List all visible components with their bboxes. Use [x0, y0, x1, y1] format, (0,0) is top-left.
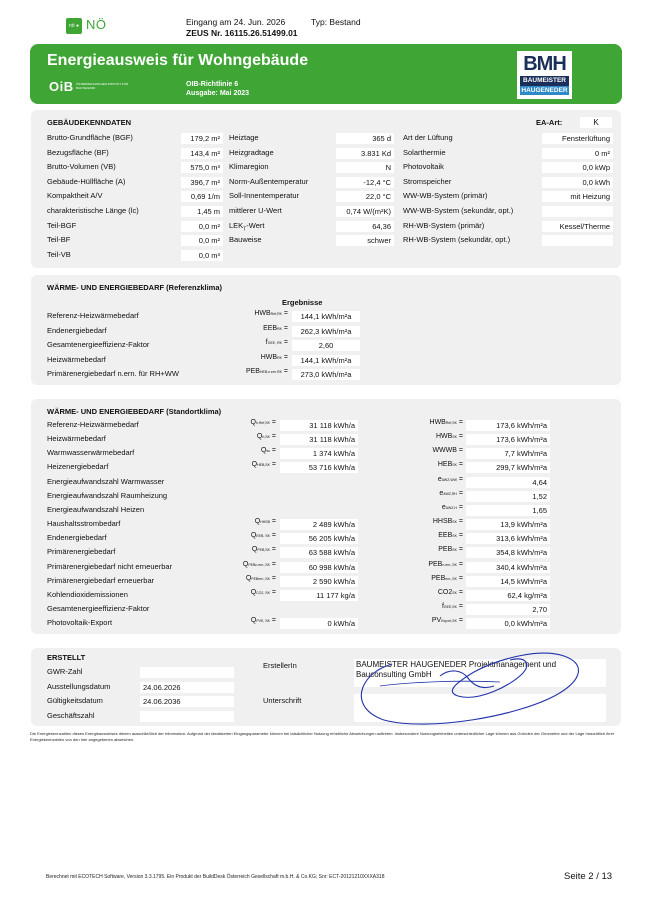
- std-row-value2: 1,65: [466, 505, 550, 516]
- std-row-symbol2: [395, 504, 463, 511]
- erstellt-row-value: [140, 667, 234, 678]
- std-row-label: Endenergiebedarf: [47, 533, 107, 543]
- ea-art-label: EA-Art:: [536, 118, 563, 127]
- geb-col2-label-text: mittlerer U-Wert: [229, 206, 282, 215]
- bmh-logo-line2: HAUGENEDER: [521, 87, 568, 94]
- disclaimer-text: Die Energiekennzahlen dieses Energieausweises dienen ausschließlich der Information. Aufgrund der idealisierten Eingangsparameter können bei tatsächlicher Nutzung erhebliche Abweichungen auftreten. Insbesondere Nutzungseinheiten unterschiedlicher Lage können aus Gründen der Geometrie und der Lage hinsichtlich ihrer Energiekennzahlen von den hier angegebenen abweichen.: [30, 731, 615, 742]
- geb-col3-label: Art der Lüftung: [403, 133, 453, 142]
- oib-subtitle: ÖSTERREICHISCHES INSTITUT FÜR BAUTECHNIK: [76, 82, 129, 90]
- standort-title: WÄRME- UND ENERGIEBEDARF (Standortklima): [47, 407, 222, 416]
- std-row-label: Photovoltaik-Export: [47, 618, 113, 628]
- std-row-symbol-sub: HEB,SK: [257, 463, 270, 468]
- std-row-value: 53 716 kWh/a: [280, 462, 358, 473]
- ergebnisse-header: Ergebnisse: [282, 298, 323, 307]
- std-row-symbol2-equals: =: [456, 602, 463, 610]
- std-row-symbol: [196, 617, 276, 624]
- std-row-symbol-equals: =: [269, 419, 276, 426]
- geb-col2-value: schwer: [336, 235, 394, 246]
- ref-row-symbol-main: f: [265, 339, 268, 347]
- std-row-symbol: [196, 532, 276, 539]
- std-row-symbol2-sub: Ref,SK: [445, 421, 457, 425]
- geb-col1-label: Kompaktheit A/V: [47, 191, 103, 201]
- std-row-symbol2-equals: =: [456, 489, 463, 497]
- std-row-symbol-sub: EEB, SK: [256, 534, 270, 539]
- geb-col2-label-text: Klimaregion: [229, 162, 269, 172]
- std-row-symbol2-main: HWB: [429, 419, 446, 426]
- geb-col2-value: 0,74 W/(m²K): [336, 206, 394, 217]
- std-row-label: Energieaufwandszahl Heizen: [47, 504, 145, 514]
- std-row-symbol2-sub: GEE,SK: [443, 604, 457, 609]
- geb-col1-label: Teil-BF: [47, 235, 71, 245]
- std-row-value2: 340,4 kWh/m²a: [466, 562, 550, 573]
- std-row-symbol2-sub: ern.,SK: [445, 576, 457, 581]
- ref-row-symbol-equals: =: [281, 324, 288, 332]
- std-row-symbol2-main: EEB: [438, 532, 453, 540]
- ref-row-label: Endenergiebedarf: [47, 325, 107, 335]
- ref-row-symbol-sub: Ref,RK: [270, 312, 282, 316]
- std-row-symbol-equals: =: [269, 588, 276, 596]
- std-row-symbol2-sub: AWZ,H: [445, 505, 457, 510]
- std-row-symbol: [196, 447, 276, 454]
- geb-col2-label: [229, 148, 274, 157]
- erstellt-title: ERSTELLT: [47, 653, 86, 662]
- geb-col2-label-text: LEK: [229, 220, 244, 230]
- ref-row-value: 144,1 kWh/m²a: [292, 311, 360, 322]
- std-row-symbol2-equals: =: [456, 518, 463, 526]
- erstellt-row-label: Ausstellungsdatum: [47, 681, 111, 691]
- std-row-symbol-equals: =: [269, 447, 276, 455]
- geb-col2-label: [229, 235, 262, 244]
- bmh-logo-letters: BMH: [523, 53, 566, 75]
- geb-col1-label: Brutto-Volumen (VB): [47, 162, 116, 172]
- std-row-symbol-main: Q: [250, 532, 257, 540]
- geb-col2-label-text: Norm-Außentemperatur: [229, 176, 309, 186]
- std-row-value2: 173,6 kWh/m²a: [466, 434, 550, 445]
- std-row-symbol2-equals: =: [456, 461, 463, 469]
- ref-row-symbol-main: HWB: [254, 310, 271, 317]
- std-row-label: Referenz-Heizwärmebedarf: [47, 420, 139, 429]
- std-row-symbol2-sub: SK: [452, 520, 457, 525]
- unterschrift-label: Unterschrift: [263, 696, 302, 705]
- std-row-symbol2-sub: AWZ,WW: [441, 477, 457, 482]
- zeus-number: ZEUS Nr. 16115.26.51499.01: [186, 28, 298, 38]
- erstellt-row-value: 24.06.2026: [140, 682, 234, 693]
- ref-row-value: 273,0 kWh/m²a: [292, 369, 360, 380]
- geb-col3-value: [542, 235, 613, 246]
- ref-row-symbol-main: EEB: [263, 324, 278, 332]
- std-row-symbol2-sub: SK: [452, 590, 457, 595]
- ref-row-symbol-sub: HEB,n.ern.RK: [259, 370, 282, 375]
- ref-row-symbol: [200, 354, 288, 361]
- geb-col2-label: [229, 133, 259, 142]
- std-row-symbol2-main: PEB: [428, 560, 443, 568]
- std-row-symbol2-equals: =: [456, 588, 463, 596]
- std-row-value2: 0,0 kWh/m²a: [466, 618, 550, 629]
- geb-col1-label: Teil-BGF: [47, 220, 77, 230]
- geb-col3-label: Solarthermie: [403, 147, 446, 157]
- std-row-label: Heizwärmebedarf: [47, 434, 106, 444]
- richtlinie-label: OIB-Richtlinie 6: [186, 81, 239, 88]
- std-row-value2: 13,9 kWh/m²a: [466, 519, 550, 530]
- geb-col3-label: RH-WB-System (primär): [403, 220, 485, 230]
- std-row-symbol-main: Q: [251, 546, 258, 554]
- std-row-symbol2-main: PV: [431, 617, 442, 625]
- ref-row-symbol: [200, 310, 288, 317]
- std-row-symbol2-main: e: [439, 489, 444, 497]
- ref-row-symbol-main: HWB: [260, 353, 278, 361]
- geb-col1-value: 179,2 m²: [181, 133, 223, 144]
- std-row-symbol-sub: h,SK: [262, 435, 270, 440]
- geb-col2-label-text: Bauweise: [229, 235, 262, 245]
- gebaeude-title: GEBÄUDEKENNDATEN: [47, 118, 132, 127]
- std-row-value2: 173,6 kWh/m²a: [466, 420, 550, 431]
- page-number: Seite 2 / 13: [564, 871, 613, 882]
- std-row-symbol-equals: =: [269, 560, 276, 568]
- std-row-value2: 14,5 kWh/m²a: [466, 576, 550, 587]
- std-row-symbol-sub: h,Ref,SK: [255, 421, 270, 425]
- std-row-value2: 4,64: [466, 477, 550, 488]
- ref-row-symbol-sub: GEE, RK: [267, 341, 282, 346]
- geb-col1-label: Teil-VB: [47, 249, 71, 259]
- ref-row-symbol-equals: =: [281, 353, 288, 361]
- std-row-symbol-sub: CO2, SK: [256, 590, 270, 595]
- std-row-symbol2-equals: =: [456, 503, 463, 511]
- geb-col3-value: [542, 206, 613, 217]
- geb-col2-label: [229, 162, 269, 171]
- std-row-symbol-equals: =: [269, 574, 276, 582]
- geb-col1-label: charakteristische Länge (lc): [47, 206, 139, 215]
- geb-col1-value: 0,0 m³: [181, 250, 223, 261]
- std-row-value: 31 118 kWh/a: [280, 434, 358, 445]
- std-row-symbol-equals: =: [269, 546, 276, 554]
- geb-col1-value: 1,45 m: [181, 206, 223, 217]
- std-row-label: Energieaufwandszahl Warmwasser: [47, 476, 165, 486]
- std-row-value2: 7,7 kWh/m²a: [466, 448, 550, 459]
- geb-col2-value: 365 d: [336, 133, 394, 144]
- std-row-symbol-sub: PEBn.ern.,SK: [248, 562, 270, 567]
- geb-col3-value: Fensterlüftung: [542, 133, 613, 144]
- std-row-symbol-main: Q: [261, 447, 267, 455]
- std-row-symbol2: [395, 518, 463, 525]
- std-row-value2: 299,7 kWh/m²a: [466, 462, 550, 473]
- std-row-symbol2: [395, 433, 463, 440]
- std-row-symbol2-sub: n.ern.,SK: [442, 562, 457, 567]
- std-row-symbol2: [395, 532, 463, 539]
- std-row-label: Haushaltsstrombedarf: [47, 519, 121, 529]
- footer-software: Berechnet mit ECOTECH Software, Version 3.3.1795. Ein Produkt der BuildDesk Österreich Gesellschaft m.b.H. & Co.KG; Snr: ECT-20121210XXXA318: [46, 874, 385, 880]
- erstellt-row-label: Geschäftszahl: [47, 710, 95, 720]
- ref-row-label: Gesamtenergieeffizienz-Faktor: [47, 340, 150, 350]
- std-row-value: 56 205 kWh/a: [280, 533, 358, 544]
- geb-col1-value: 396,7 m²: [181, 177, 223, 188]
- std-row-symbol2-equals: =: [456, 447, 463, 455]
- std-row-label: Warmwasserwärmebedarf: [47, 448, 135, 458]
- richtlinie-info: [186, 80, 249, 98]
- std-row-symbol2-equals: =: [456, 560, 463, 568]
- std-row-symbol2-main: HHSB: [432, 518, 453, 526]
- ref-row-symbol: [200, 325, 288, 332]
- geb-col3-label: WW-WB-System (primär): [403, 191, 488, 201]
- std-row-symbol2-main: HEB: [437, 461, 453, 469]
- std-row-symbol-equals: =: [269, 461, 276, 469]
- ref-row-label: Primärenergiebedarf n.ern. für RH+WW: [47, 369, 179, 379]
- geb-col1-value: 0,69 1/m: [181, 191, 223, 202]
- std-row-symbol2: [395, 476, 463, 483]
- ref-row-value: 2,60: [292, 340, 360, 351]
- std-row-symbol2: [395, 589, 463, 596]
- std-row-symbol2: [395, 575, 463, 582]
- std-row-value: 63 588 kWh/a: [280, 547, 358, 558]
- geb-col3-value: 0,0 kWp: [542, 162, 613, 173]
- ref-row-symbol-equals: =: [281, 339, 288, 347]
- std-row-symbol2: [395, 561, 463, 568]
- noe-badge-icon: nö ●: [66, 18, 82, 34]
- std-row-symbol2-main: e: [441, 503, 446, 511]
- geb-col1-value: 143,4 m²: [181, 148, 223, 159]
- std-row-symbol-main: Q: [251, 461, 258, 469]
- std-row-symbol2-equals: =: [456, 546, 463, 554]
- std-row-label: Energieaufwandszahl Raumheizung: [47, 490, 168, 500]
- std-row-symbol-main: Q: [250, 588, 257, 596]
- geb-col2-value: 22,0 °C: [336, 191, 394, 202]
- ea-art-value: K: [580, 117, 612, 128]
- std-row-symbol2-equals: =: [456, 433, 463, 441]
- page-title: Energieausweis für Wohngebäude: [47, 52, 309, 69]
- std-row-symbol2-main: HWB: [435, 433, 453, 441]
- geb-col2-value: 3.831 Kd: [336, 148, 394, 159]
- std-row-symbol-sub: HHSB: [260, 520, 270, 525]
- geb-col2-label-sub: T: [243, 226, 247, 233]
- ref-row-symbol-sub: RK: [277, 326, 282, 331]
- std-row-symbol2: [395, 490, 463, 497]
- geb-col2-label-text: Heiztage: [229, 133, 259, 142]
- erstellt-row-value: [140, 711, 234, 722]
- ref-row-value: 144,1 kWh/m²a: [292, 355, 360, 366]
- std-row-symbol2: [395, 447, 463, 454]
- std-row-symbol-equals: =: [269, 617, 276, 625]
- std-row-symbol2-main: WWWB: [432, 447, 457, 455]
- noe-badge-label: NÖ: [86, 17, 107, 32]
- std-row-symbol: [196, 575, 276, 582]
- ref-row-symbol-equals: =: [281, 310, 288, 317]
- std-row-symbol2-equals: =: [456, 532, 463, 540]
- signature-icon: [350, 646, 590, 731]
- ref-row-symbol-main: PEB: [245, 368, 260, 376]
- std-row-symbol2-equals: =: [456, 574, 463, 582]
- std-row-value2: 1,52: [466, 491, 550, 502]
- geb-col3-value: Kessel/Therme: [542, 221, 613, 232]
- erstellt-row-label: GWR-Zahl: [47, 667, 83, 676]
- oib-logo-icon: OiB: [49, 79, 74, 94]
- std-row-label: Gesamtenergieeffizienz-Faktor: [47, 603, 150, 613]
- ref-row-label: Heizwärmebedarf: [47, 354, 106, 364]
- std-row-symbol2-main: e: [437, 475, 442, 483]
- std-row-symbol2-main: CO2: [437, 588, 453, 596]
- std-row-symbol-equals: =: [269, 532, 276, 540]
- std-row-symbol: [196, 518, 276, 525]
- std-row-symbol-main: Q: [256, 433, 263, 441]
- std-row-symbol2-main: PEB: [438, 546, 453, 554]
- std-row-value2: 2,70: [466, 604, 550, 615]
- ref-row-symbol-equals: =: [281, 368, 288, 376]
- ref-row-value: 262,3 kWh/m²a: [292, 326, 360, 337]
- std-row-symbol-equals: =: [269, 518, 276, 526]
- typ-label: Typ: Bestand: [311, 17, 361, 27]
- ref-row-label: Referenz-Heizwärmebedarf: [47, 311, 139, 320]
- geb-col3-value: 0,0 kWh: [542, 177, 613, 188]
- geb-col1-label: Gebäude-Hüllfläche (A): [47, 176, 126, 186]
- geb-col1-value: 0,0 m²: [181, 221, 223, 232]
- std-row-label: Primärenergiebedarf: [47, 547, 116, 557]
- std-row-label: Kohlendioxidemissionen: [47, 589, 128, 599]
- std-row-value: 0 kWh/a: [280, 618, 358, 629]
- geb-col3-label: Stromspeicher: [403, 176, 452, 186]
- std-row-symbol2: [395, 461, 463, 468]
- std-row-symbol2-equals: =: [456, 617, 463, 625]
- geb-col2-value: -12,4 °C: [336, 177, 394, 188]
- geb-col2-label: [229, 191, 299, 200]
- std-row-symbol2-sub: SK: [452, 534, 457, 539]
- std-row-symbol-sub: PEB,SK: [257, 548, 270, 553]
- std-row-symbol-main: Q: [250, 617, 257, 625]
- geb-col2-label-rest: -Wert: [246, 220, 265, 230]
- std-row-symbol2: [395, 546, 463, 553]
- geb-col1-value: 0,0 m²: [181, 235, 223, 246]
- std-row-value: 11 177 kg/a: [280, 590, 358, 601]
- geb-col1-value: 575,0 m³: [181, 162, 223, 173]
- ref-row-symbol-sub: RK: [277, 355, 282, 360]
- std-row-symbol: [196, 433, 276, 440]
- geb-col3-value: mit Heizung: [542, 191, 613, 202]
- std-row-value: 1 374 kWh/a: [280, 448, 358, 459]
- std-row-symbol-main: Q: [242, 560, 249, 568]
- std-row-symbol-sub: tw: [266, 449, 270, 454]
- std-row-value2: 313,6 kWh/m²a: [466, 533, 550, 544]
- std-row-symbol2-main: f: [441, 602, 444, 610]
- std-row-value: 2 489 kWh/a: [280, 519, 358, 530]
- std-row-value2: 62,4 kg/m²a: [466, 590, 550, 601]
- geb-col2-label: [229, 221, 264, 233]
- ref-row-symbol: [200, 368, 288, 375]
- std-row-value: 31 118 kWh/a: [280, 420, 358, 431]
- std-row-symbol2-sub: SK: [452, 548, 457, 553]
- erstellerin-value: BAUMEISTER HAUGENEDER Projektmanagement und Bauconsulting GmbH: [356, 660, 557, 679]
- std-row-symbol2: [395, 617, 463, 624]
- ref-row-symbol: [200, 339, 288, 346]
- geb-col3-label: WW-WB-System (sekundär, opt.): [403, 206, 514, 215]
- geb-col3-value: 0 m²: [542, 148, 613, 159]
- ausgabe-label: Ausgabe: Mai 2023: [186, 90, 250, 97]
- geb-col1-label: Brutto-Grundfläche (BGF): [47, 133, 133, 142]
- std-row-label: Heizenergiebedarf: [47, 462, 109, 472]
- erstellt-row-label: Gültigkeitsdatum: [47, 696, 103, 705]
- std-row-symbol2-sub: Export,SK: [441, 619, 457, 624]
- std-row-symbol-main: Q: [245, 574, 252, 582]
- std-row-symbol: [196, 561, 276, 568]
- eingang-date: Eingang am 24. Jun. 2026: [186, 17, 286, 27]
- erstellt-row-value: 24.06.2036: [140, 696, 234, 707]
- std-row-label: Primärenergiebedarf erneuerbar: [47, 575, 155, 585]
- geb-col2-value: 64,36: [336, 221, 394, 232]
- std-row-symbol2-sub: SK: [452, 435, 457, 440]
- std-row-symbol-sub: PVE, SK: [256, 619, 270, 624]
- std-row-symbol: [196, 419, 276, 426]
- std-row-symbol2-equals: =: [456, 419, 463, 426]
- std-row-symbol-main: Q: [250, 419, 256, 426]
- geb-col2-label-text: Heizgradtage: [229, 147, 274, 157]
- std-row-value: 60 998 kWh/a: [280, 562, 358, 573]
- geb-col3-label: Photovoltaik: [403, 162, 444, 172]
- std-row-symbol-main: Q: [254, 518, 261, 526]
- erstellerin-label: ErstellerIn: [263, 661, 297, 670]
- bmh-logo-line1: BAUMEISTER: [520, 76, 569, 86]
- geb-col3-label: RH-WB-System (sekundär, opt.): [403, 235, 511, 245]
- std-row-symbol: [196, 589, 276, 596]
- std-row-symbol2-sub: SK: [452, 463, 457, 468]
- std-row-symbol2-main: PEB: [431, 574, 446, 582]
- std-row-symbol2-sub: AWZ,RH: [443, 491, 457, 496]
- geb-col2-label: [229, 177, 308, 186]
- std-row-value: 2 590 kWh/a: [280, 576, 358, 587]
- std-row-symbol2: [395, 603, 463, 610]
- referenz-title: WÄRME- UND ENERGIEBEDARF (Referenzklima): [47, 283, 223, 292]
- std-row-symbol2-equals: =: [456, 475, 463, 483]
- geb-col1-label: Bezugsfläche (BF): [47, 147, 109, 157]
- std-row-symbol-equals: =: [269, 433, 276, 441]
- geb-col2-value: N: [336, 162, 394, 173]
- std-row-symbol2: [395, 419, 463, 426]
- geb-col2-label: [229, 206, 282, 215]
- std-row-value2: 354,8 kWh/m²a: [466, 547, 550, 558]
- std-row-label: Primärenergiebedarf nicht erneuerbar: [47, 561, 173, 571]
- std-row-symbol: [196, 546, 276, 553]
- std-row-symbol-sub: PEBern.,SK: [251, 576, 270, 581]
- std-row-symbol: [196, 461, 276, 468]
- geb-col2-label-text: Soll-Innentemperatur: [229, 191, 300, 201]
